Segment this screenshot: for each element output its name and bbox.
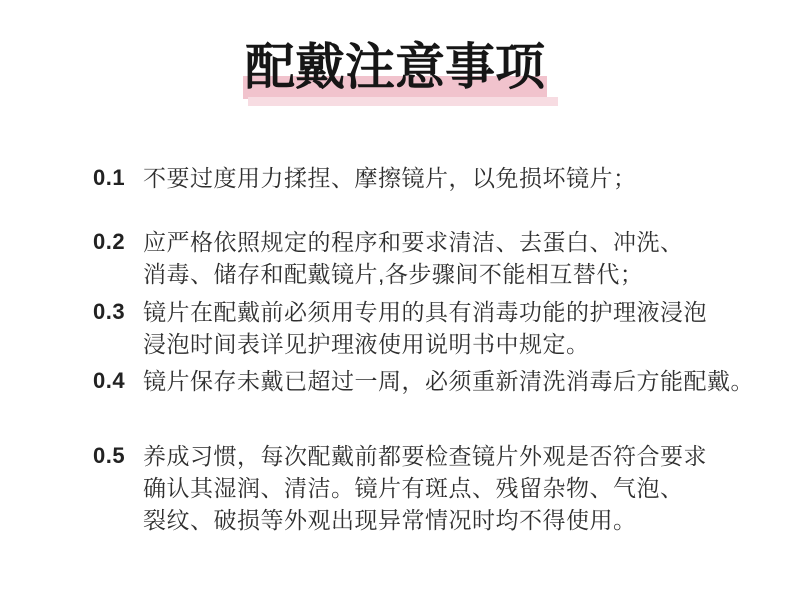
item-number: 0.1	[93, 165, 126, 190]
item-text	[143, 162, 637, 194]
item-text-line: 浸泡时间表详见护理液使用说明书中规定。	[143, 331, 590, 357]
item-text-line: 镜片保存未戴已超过一周，必须重新清洗消毒后方能配戴。	[143, 368, 754, 394]
list-item	[93, 365, 754, 397]
item-text-line: 应严格依照规定的程序和要求清洁、去蛋白、冲洗、	[143, 229, 684, 255]
item-text	[143, 440, 707, 536]
title-block	[0, 39, 790, 97]
item-text-line: 消毒、储存和配戴镜片,各步骤间不能相互替代；	[143, 261, 644, 287]
item-text-line: 镜片在配戴前必须用专用的具有消毒功能的护理液浸泡	[143, 299, 707, 325]
item-text-line: 裂纹、破损等外观出现异常情况时均不得使用。	[143, 507, 637, 533]
title-highlight-shadow	[248, 97, 558, 106]
list-item	[93, 440, 707, 536]
item-text-line: 养成习惯，每次配戴前都要检查镜片外观是否符合要求	[143, 443, 707, 469]
item-text	[143, 296, 707, 360]
item-number: 0.2	[93, 229, 126, 254]
item-text	[143, 226, 684, 290]
item-number: 0.3	[93, 299, 126, 324]
item-number: 0.4	[93, 368, 126, 393]
page-title-text: 配戴注意事项	[245, 39, 545, 95]
list-item	[93, 296, 707, 360]
page-title	[245, 39, 545, 97]
list-item	[93, 162, 637, 194]
list-item	[93, 226, 684, 290]
item-number: 0.5	[93, 443, 126, 468]
item-text	[143, 365, 754, 397]
item-text-line: 不要过度用力揉捏、摩擦镜片，以免损坏镜片；	[143, 165, 637, 191]
item-text-line: 确认其湿润、清洁。镜片有斑点、残留杂物、气泡、	[143, 475, 684, 501]
